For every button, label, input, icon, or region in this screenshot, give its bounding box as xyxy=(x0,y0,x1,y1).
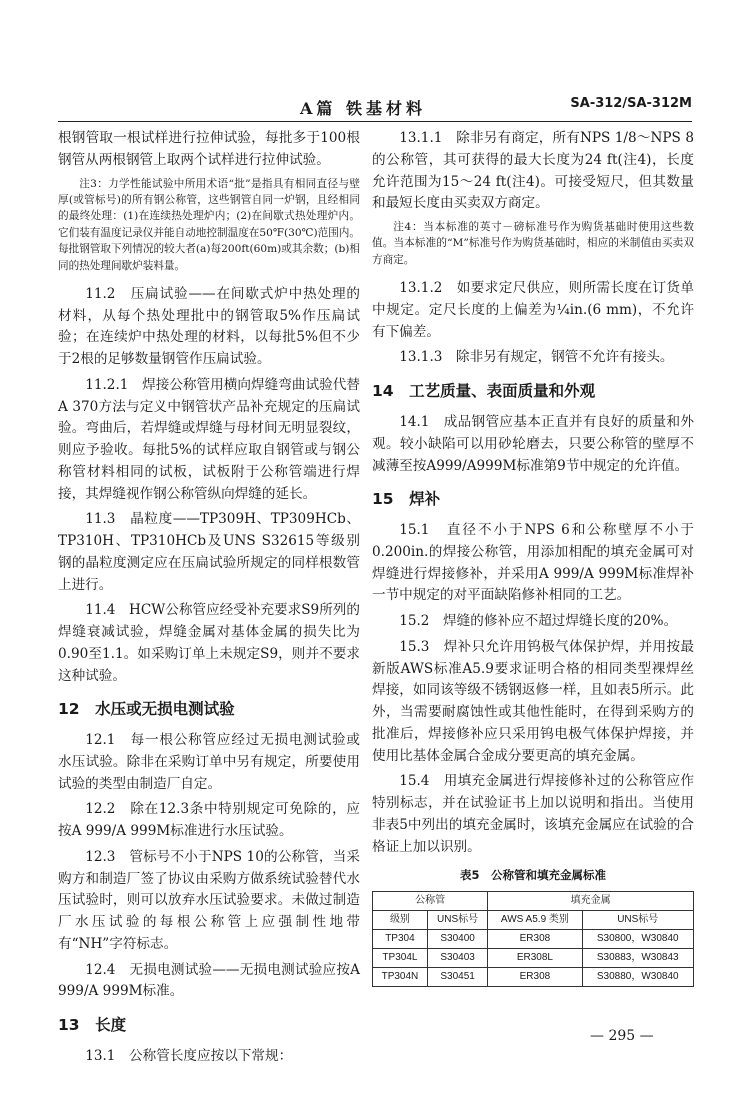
table-col-header: UNS标号 xyxy=(582,910,693,929)
table-row xyxy=(373,967,694,986)
paragraph: 13.1.1 除非另有商定，所有NPS 1/8～NPS 8的公称管，其可获得的最大长度为24 ft(注4)，长度允许范围为15～24 ft(注4)。可接受短尺，但其数量和最短长度由买卖双方商定。 xyxy=(372,130,694,212)
table-cell: S30403 xyxy=(427,948,487,967)
paragraph: 15.1 直径不小于NPS 6和公称壁厚不小于0.200in.的焊接公称管，用添加相配的填充金属可对焊缝进行焊接修补，并采用A 999/A 999M标准焊补一节中规定的对平面缺陷修补相同的工艺。 xyxy=(372,522,694,604)
paragraph: 13.1.3 除非另有规定，钢管不允许有接头。 xyxy=(399,349,674,366)
section-heading: 15 焊补 xyxy=(372,490,441,509)
table-cell: ER308 xyxy=(488,929,582,948)
table-cell: S30800，W30840 xyxy=(582,929,693,948)
paragraph: 11.3 晶粒度——TP309H、TP309HCb、TP310H、TP310HCb及UNS S32615等级别钢的晶粒度测定应在压扁试验所规定的同样根数管上进行。 xyxy=(58,511,360,593)
running-header-title: A篇 铁基材料 xyxy=(300,99,426,118)
paragraph: 11.4 HCW公称管应经受补充要求S9所列的焊缝衰减试验，焊缝金属对基体金属的损失比为0.90至1.1。如采购订单上未规定S9，则并不要求这种试验。 xyxy=(58,602,360,684)
footnote: 注4：当本标准的英寸－磅标准号作为购货基础时使用这些数值。当本标准的“M”标准号作为购货基础时，相应的米制值由买卖双方商定。 xyxy=(372,221,694,266)
table-cell: S30883，W30843 xyxy=(582,948,693,967)
paragraph: 11.2 压扁试验——在间歇式炉中热处理的材料，从每个热处理批中的钢管取5%作压扁试验；在连续炉中热处理的材料，以每批5%但不少于2根的足够数量钢管作压扁试验。 xyxy=(58,285,360,368)
table-col-header: UNS标号 xyxy=(427,910,487,929)
table-caption: 表5 公称管和填充金属标准 xyxy=(459,868,606,883)
table-cell: TP304L xyxy=(373,948,428,967)
paragraph: 根钢管取一根试样进行拉伸试验，每批多于100根钢管从两根钢管上取两个试样进行拉伸试验。 xyxy=(58,130,360,168)
paragraph: 12.3 管标号不小于NPS 10的公称管，当采购方和制造厂签了协议由采购方做系统试验替代水压试验时，则可以放弃水压试验要求。未做过制造厂水压试验的每根公称管上应强制性地带有“NH”字符标志。 xyxy=(58,848,360,952)
paragraph: 15.3 焊补只允许用钨极气体保护焊，并用按最新版AWS标准A5.9要求证明合格的相同类型裸焊丝焊接，如同该等级不锈钢返修一样，且如表5所示。此外，当需要耐腐蚀性或其他性能时，在得到采购方的批准后，焊接修补应只采用钨电极气体保护焊接，并使用比基体金属合金成分要更高的填充金属。 xyxy=(372,638,694,764)
filler-metal-table xyxy=(372,891,694,987)
section-heading: 13 长度 xyxy=(58,1016,127,1035)
table-cell: S30400 xyxy=(427,929,487,948)
paragraph: 13.1 公称管长度应按以下常规： xyxy=(85,1048,293,1065)
table-cell: ER308 xyxy=(488,967,582,986)
paragraph: 12.1 每一根公称管应经过无损电测试验或水压试验。除非在采购订单中另有规定，所要使用试验的类型由制造厂自定。 xyxy=(58,732,360,792)
paragraph: 12.2 除在12.3条中特别规定可免除的，应按A 999/A 999M标准进行水压试验。 xyxy=(58,801,360,840)
paragraph: 11.2.1 焊接公称管用横向焊缝弯曲试验代替A 370方法与定义中钢管状产品补充规定的压扁试验。弯曲后，若焊缝或焊缝与母材间无明显裂纹，则应予验收。每批5%的试样应取自钢管或与钢公称管材料相同的试板，试板附于公称管端进行焊接，其焊缝视作钢公称管纵向焊缝的延长。 xyxy=(58,376,360,502)
running-header-standard: SA-312/SA-312M xyxy=(570,96,692,111)
table-row xyxy=(373,929,694,948)
paragraph: 15.4 用填充金属进行焊接修补过的公称管应作特别标志，并在试验证书上加以说明和指出。当使用非表5中列出的填充金属时，该填充金属应在试验的合格证上加以识别。 xyxy=(372,773,694,855)
table-col-header: 级别 xyxy=(373,910,428,929)
table-cell: TP304 xyxy=(373,929,428,948)
table-cell: S30880，W30840 xyxy=(582,967,693,986)
footnote: 注3：力学性能试验中所用术语“批”是指具有相同直径与壁厚(或管标号)的所有钢公称管，这些钢管自同一炉钢，且经相同的最终处理：(1)在连续热处理炉内；(2)在间歇式热处理炉内。它们装有温度记录仪并能自动地控制温度在50℉(30℃)范围内。每批钢管取下列情况的较大者(a)每200ft(60m)或其余数；(b)相同的热处理间歇炉装料量。 xyxy=(58,177,360,272)
left-column xyxy=(58,128,360,1072)
table-row xyxy=(373,948,694,967)
table-cell: ER308L xyxy=(488,948,582,967)
paragraph: 12.4 无损电测试验——无损电测试验应按A 999/A 999M标准。 xyxy=(58,961,360,1000)
section-heading: 14 工艺质量、表面质量和外观 xyxy=(372,382,596,401)
section-heading: 12 水压或无损电测试验 xyxy=(58,700,235,719)
right-column xyxy=(372,128,694,987)
table-col-header: AWS A5.9 类别 xyxy=(488,910,582,929)
paragraph: 15.2 焊缝的修补应不超过焊缝长度的20%。 xyxy=(399,613,678,630)
table-cell: S30451 xyxy=(427,967,487,986)
paragraph: 13.1.2 如要求定尺供应，则所需长度在订货单中规定。定尺长度的上偏差为¼in.(6 mm)，不允许有下偏差。 xyxy=(372,280,694,340)
header-rule xyxy=(58,121,692,122)
table-cell: TP304N xyxy=(373,967,428,986)
table-group-pipe: 公称管 xyxy=(373,891,488,910)
paragraph: 14.1 成品钢管应基本正直并有良好的质量和外观。较小缺陷可以用砂轮磨去，只要公称管的壁厚不减薄至按A999/A999M标准第9节中规定的允许值。 xyxy=(372,414,694,474)
page-number: — 295 — xyxy=(590,1028,654,1044)
table-group-filler: 填充金属 xyxy=(488,891,694,910)
